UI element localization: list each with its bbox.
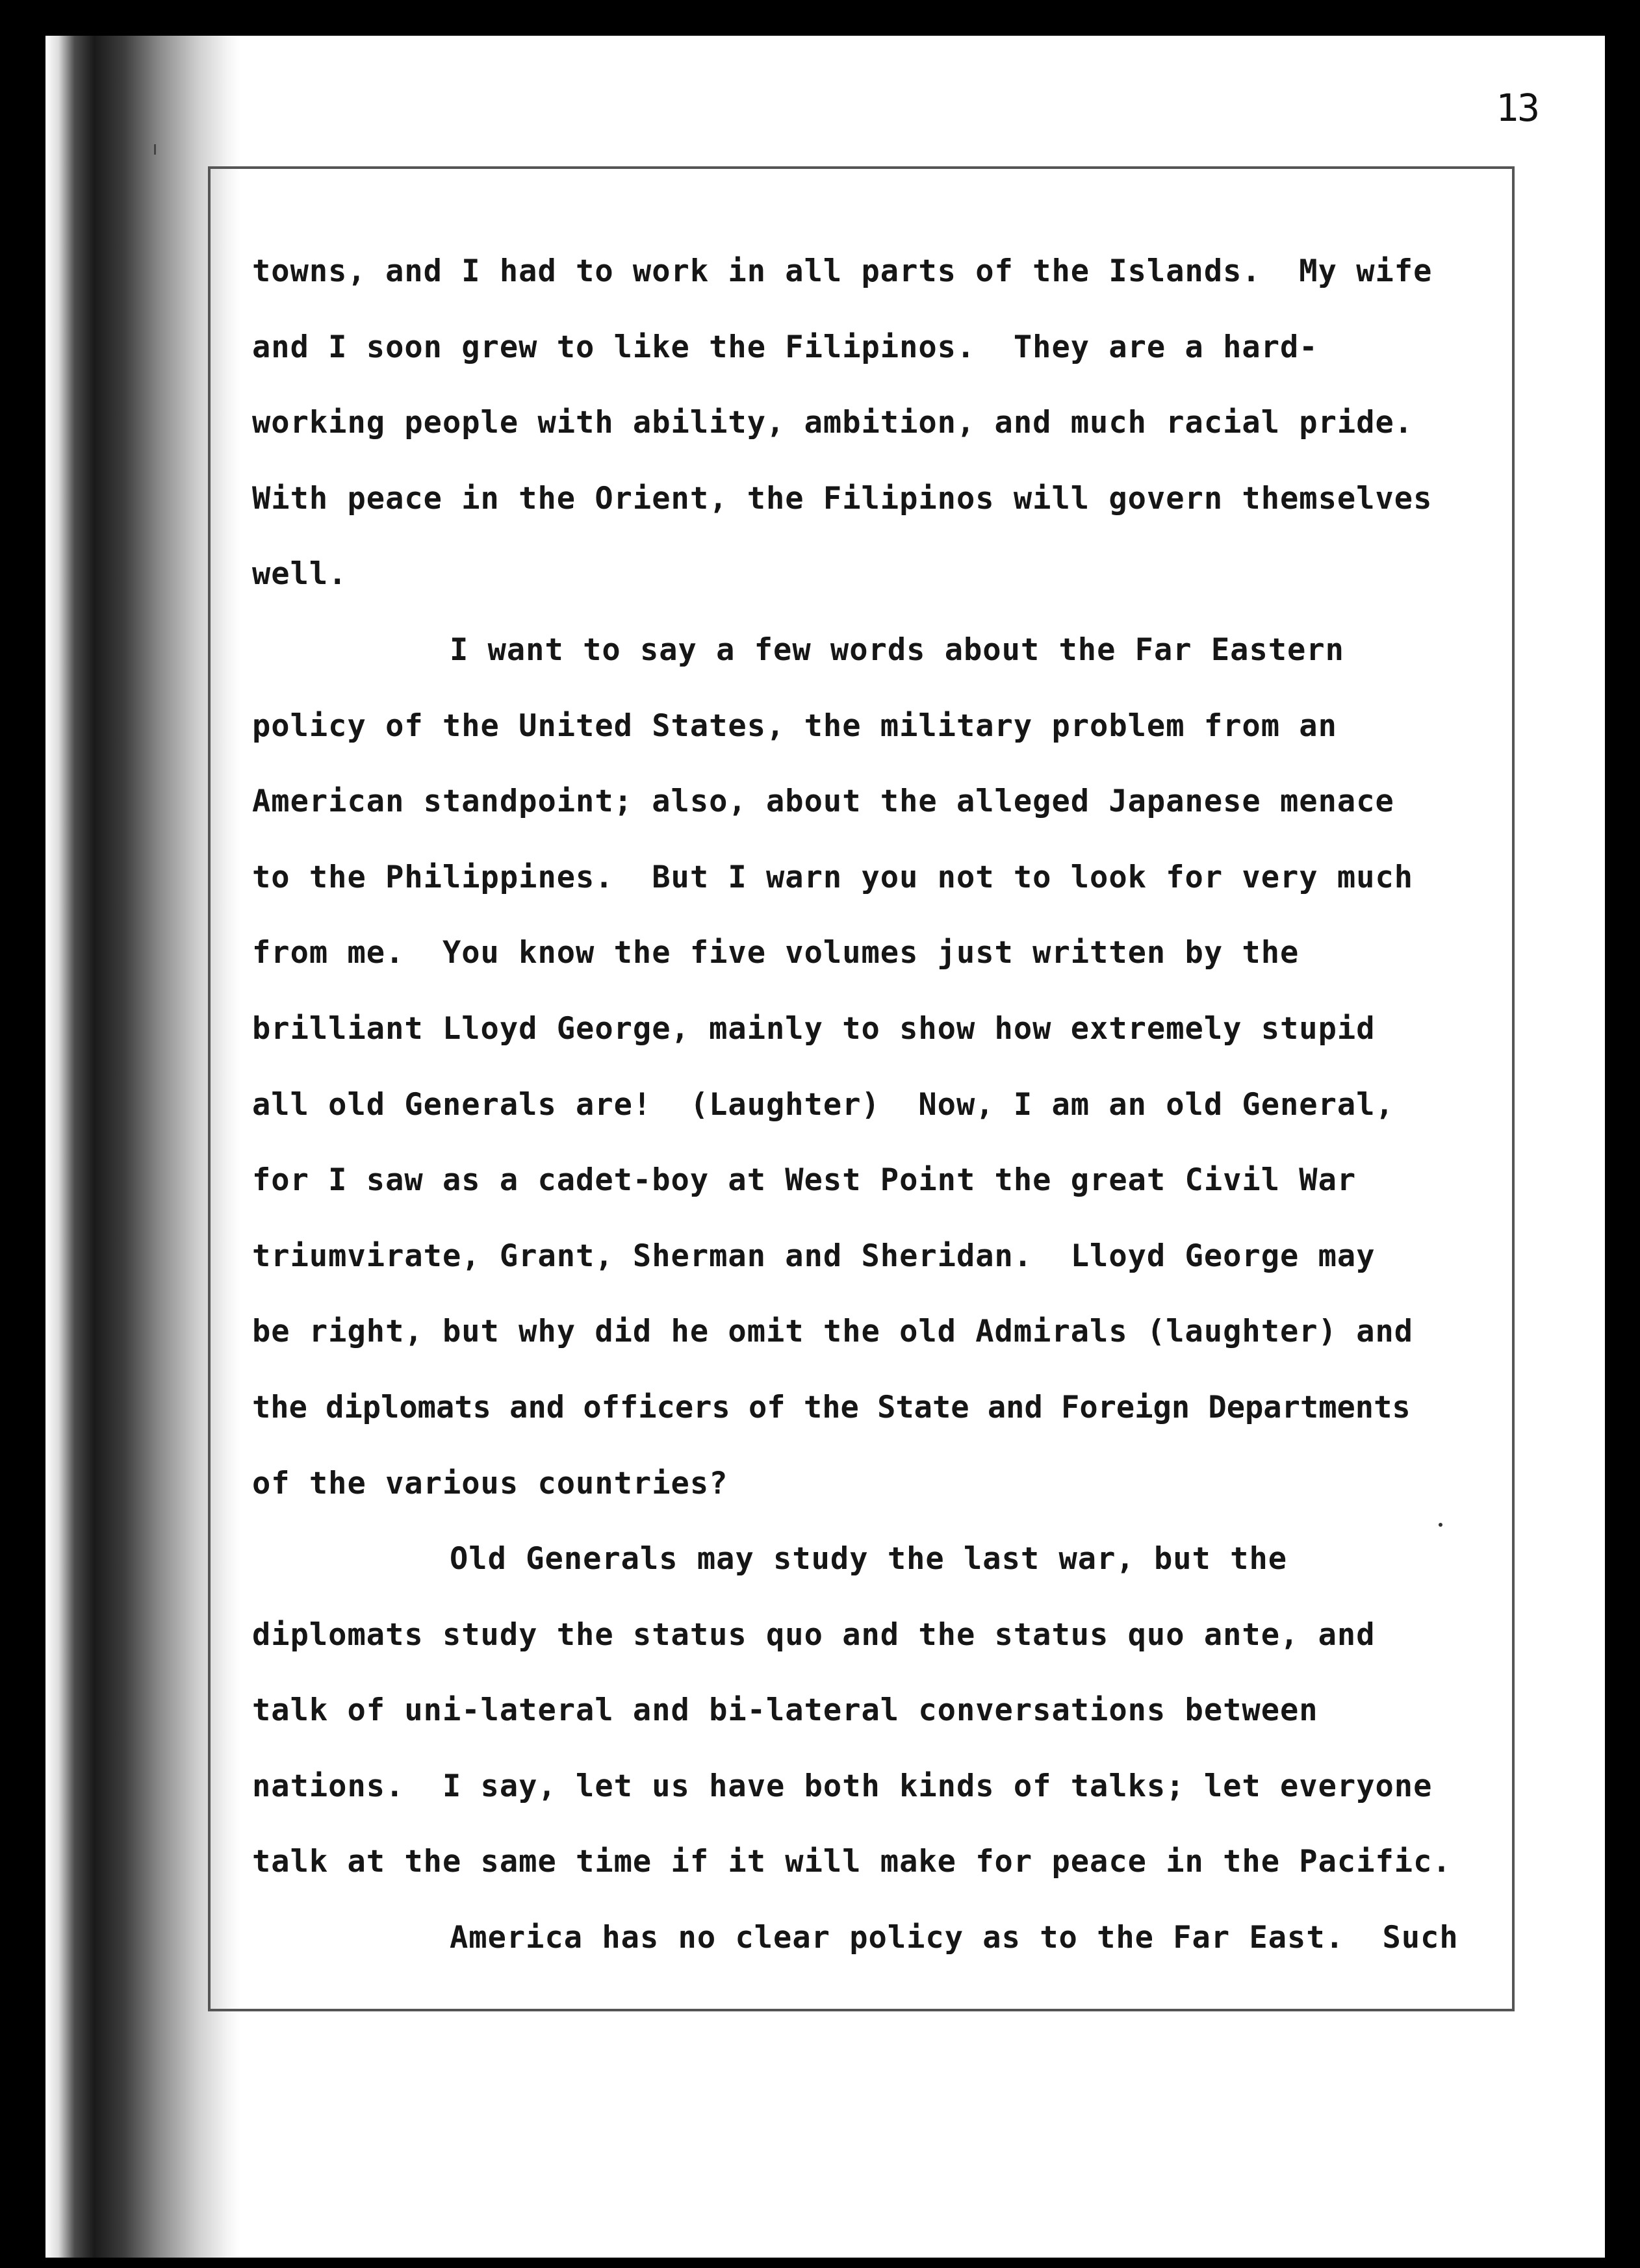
text-line: towns, and I had to work in all parts of the Islands. My wife [252, 253, 1433, 289]
text-line: and I soon grew to like the Filipinos. They are a hard- [252, 329, 1318, 365]
page-number: 13 [1496, 86, 1539, 130]
text-line: policy of the United States, the military problem from an [252, 707, 1337, 744]
text-line: for I saw as a cadet-boy at West Point the great Civil War [252, 1162, 1357, 1199]
text-line: With peace in the Orient, the Filipinos will govern themselves [252, 480, 1433, 516]
scan-mark [154, 144, 156, 155]
scan-speck [1439, 1523, 1442, 1527]
text-line: well. [252, 556, 348, 592]
text-line: talk of uni-lateral and bi-lateral conversations between [252, 1692, 1318, 1729]
typewritten-text [252, 246, 1513, 1988]
text-line: nations. I say, let us have both kinds of talks; let everyone [252, 1768, 1433, 1804]
text-line: all old Generals are! (Laughter) Now, I am an old General, [252, 1086, 1394, 1123]
text-line: triumvirate, Grant, Sherman and Sheridan. Lloyd George may [252, 1238, 1376, 1274]
text-line: American standpoint; also, about the alleged Japanese menace [252, 784, 1394, 820]
text-line: the diplomats and officers of the State and Foreign Departments [252, 1389, 1411, 1425]
paragraph-start-line: Old Generals may study the last war, but the [450, 1541, 1288, 1577]
text-line: to the Philippines. But I warn you not to look for very much [252, 859, 1414, 895]
text-line: be right, but why did he omit the old Admirals (laughter) and [252, 1314, 1414, 1350]
paragraph-start-line: America has no clear policy as to the Far East. Such [450, 1920, 1459, 1956]
text-line: brilliant Lloyd George, mainly to show how extremely stupid [252, 1010, 1376, 1047]
text-line: talk at the same time if it will make for peace in the Pacific. [252, 1844, 1452, 1880]
text-line: working people with ability, ambition, and much racial pride. [252, 405, 1414, 441]
text-line: of the various countries? [252, 1465, 728, 1501]
text-line: diplomats study the status quo and the status quo ante, and [252, 1616, 1376, 1653]
paragraph-start-line: I want to say a few words about the Far Eastern [450, 631, 1344, 668]
text-line: from me. You know the five volumes just written by the [252, 935, 1300, 971]
